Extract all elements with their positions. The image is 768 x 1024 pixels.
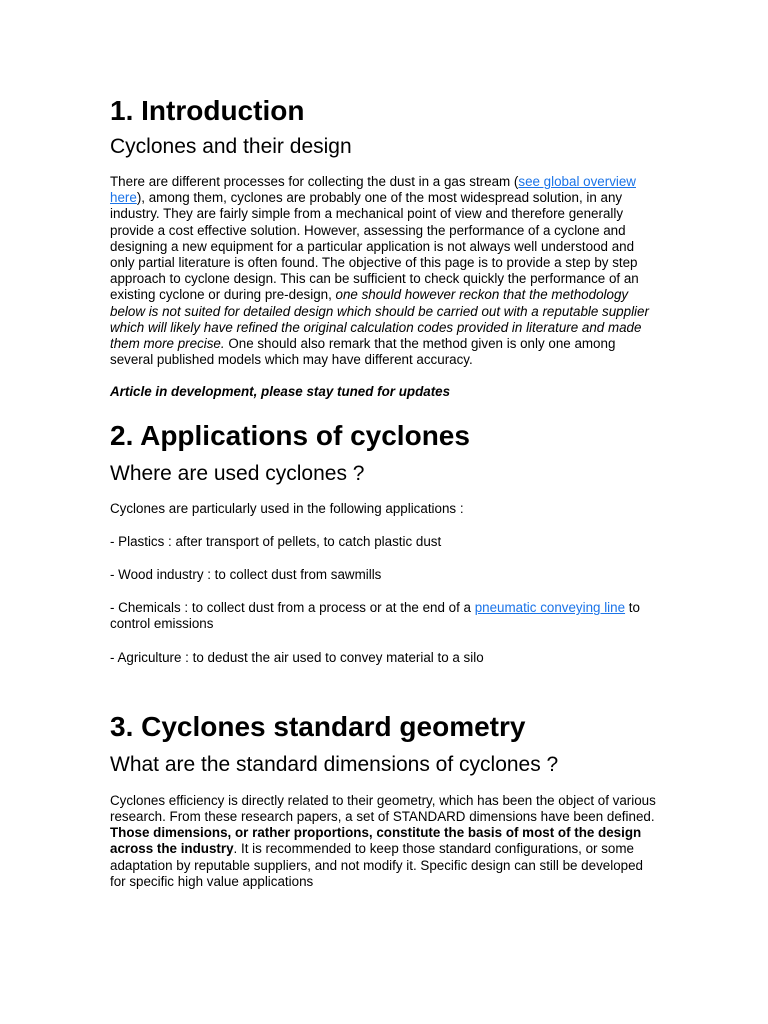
document-page (110, 92, 658, 890)
chemicals-text-a: - Chemicals : to collect dust from a process or at the end of a (110, 600, 475, 616)
section-2-heading: 2. Applications of cyclones (110, 419, 470, 451)
section-3-subheading: What are the standard dimensions of cyclones ? (110, 752, 559, 776)
section-3-text-b: . It is recommended to keep those standard configurations, or some adaptation by reputable suppliers, and not modify it. Specific design can still be developed for specific high value applications (110, 841, 643, 889)
global-overview-link[interactable]: see global overview here (110, 174, 636, 206)
development-notice-text: Article in development, please stay tuned for updates (110, 384, 451, 400)
pneumatic-conveying-link[interactable]: pneumatic conveying line (474, 600, 626, 616)
section-1-paragraph (110, 174, 658, 368)
section-3-bold-text: Those dimensions, or rather proportions, constitute the basis of most of the design across the industry (110, 825, 642, 857)
application-item-wood: - Wood industry : to collect dust from sawmills (110, 567, 382, 583)
section-3-heading: 3. Cyclones standard geometry (110, 710, 526, 742)
section-1-text-c: One should also remark that the method given is only one among several published models which may have different accuracy. (110, 336, 616, 368)
application-item-agriculture: - Agriculture : to dedust the air used to convey material to a silo (110, 649, 484, 665)
chemicals-text-b: to control emissions (110, 600, 640, 632)
application-item-chemicals (110, 600, 658, 632)
section-1-text-b: ), among them, cyclones are probably one of the most widespread solution, in any industry. They are fairly simple from a mechanical point of view and therefore generally provide a cost effective solution. However, assessing the performance of a cyclone and designing a new equipment for a particular application is not always well understood and only partial literature is often found. The objective of this page is to provide a step by step approach to cyclone design. This can be sufficient to check quickly the performance of an existing cyclone or during pre-design, (110, 190, 639, 303)
application-item-plastics: - Plastics : after transport of pellets, to catch plastic dust (110, 533, 442, 549)
section-1-heading: 1. Introduction (110, 95, 305, 126)
section-2-subheading: Where are used cyclones ? (110, 461, 365, 485)
section-1-italic-text: one should however reckon that the methodology below is not suited for detailed design which should be carried out with a reputable supplier which will likely have refined the original calculation codes provided in literature and made them more precise. (110, 287, 649, 352)
section-3-paragraph (110, 793, 658, 890)
applications-intro: Cyclones are particularly used in the following applications : (110, 500, 464, 516)
section-1-text-a: There are different processes for collecting the dust in a gas stream ( (110, 174, 519, 189)
section-3-text-a: Cyclones efficiency is directly related to their geometry, which has been the object of various research. From these research papers, a set of STANDARD dimensions have been defined. (110, 792, 656, 825)
section-1-subheading: Cyclones and their design (110, 135, 352, 158)
development-notice (110, 384, 658, 400)
